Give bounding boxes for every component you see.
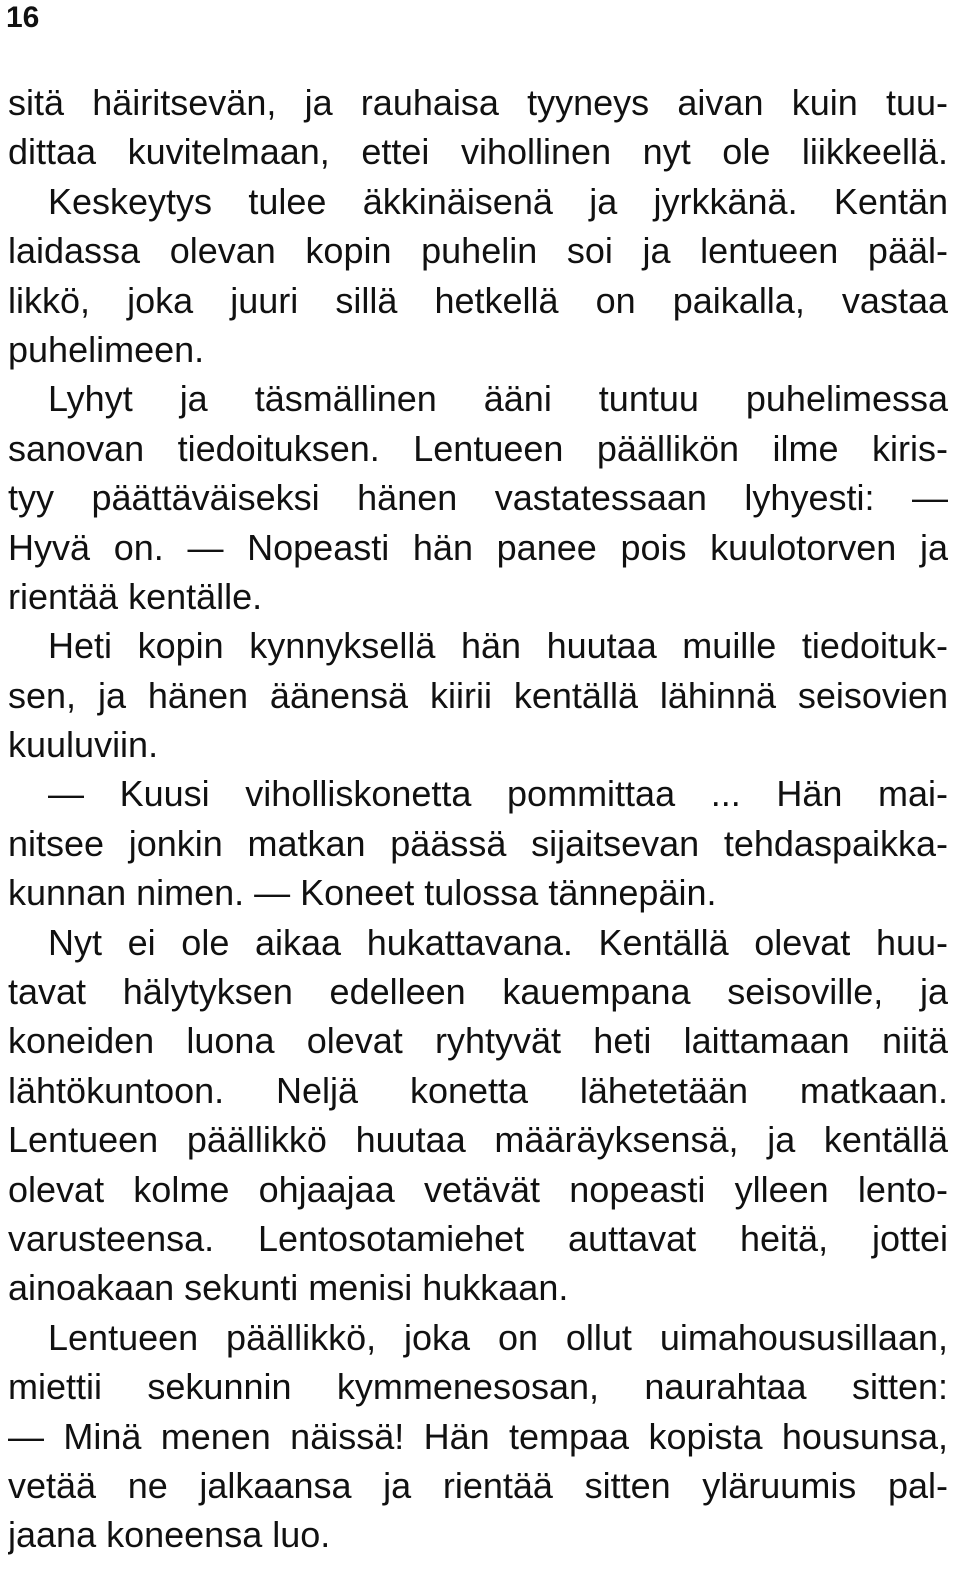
text-line: — Kuusi viholliskonetta pommittaa ... Hän mai- [48,773,948,815]
text-line: miettii sekunnin kymmenesosan, naurahtaa sitten: [8,1366,948,1408]
text-line: vetää ne jalkaansa ja rientää sitten yläruumis pal- [8,1464,948,1506]
text-line: jaana koneensa luo. [8,1514,331,1556]
text-line: Lyhyt ja täsmällinen ääni tuntuu puhelimessa [48,378,948,420]
page-number: 16 [6,1,40,34]
text-line: lähtökuntoon. Neljä konetta lähetetään matkaan. [8,1069,948,1111]
text-line: sitä häiritsevän, ja rauhaisa tyyneys aivan kuin tuu- [8,82,948,123]
text-line: Lentueen päällikkö huutaa määräyksensä, ja kentällä [8,1119,948,1161]
text-line: — Minä menen näissä! Hän tempaa kopista housunsa, [8,1415,948,1457]
text-line: dittaa kuvitelmaan, ettei vihollinen nyt ole liikkeellä. [8,131,948,173]
text-line: Heti kopin kynnyksellä hän huutaa muille tiedoituk- [48,625,948,667]
text-line: tyy päättäväiseksi hänen vastatessaan lyhyesti: — [8,477,948,519]
text-line: sanovan tiedoituksen. Lentueen päällikön ilme kiris- [8,427,948,469]
text-line: koneiden luona olevat ryhtyvät heti laittamaan niitä [8,1020,948,1062]
text-line: rientää kentälle. [8,575,263,617]
text-line: likkö, joka juuri sillä hetkellä on paikalla, vastaa [8,279,948,321]
text-line: puhelimeen. [8,328,205,370]
text-line: varusteensa. Lentosotamiehet auttavat heitä, jottei [8,1217,948,1259]
body-text [8,78,948,1560]
text-line: tavat hälytyksen edelleen kauempana seisoville, ja [8,971,948,1013]
text-line: Lentueen päällikkö, joka on ollut uimahoususillaan, [48,1316,948,1358]
text-line: olevat kolme ohjaajaa vetävät nopeasti ylleen lento- [8,1168,948,1210]
text-line: Hyvä on. — Nopeasti hän panee pois kuulotorven ja [8,526,948,568]
text-line: Nyt ei ole aikaa hukattavana. Kentällä olevat huu- [48,921,948,963]
text-line: kuuluviin. [8,724,159,766]
text-line: nitsee jonkin matkan päässä sijaitsevan tehdaspaikka- [8,822,948,864]
text-line: kunnan nimen. — Koneet tulossa tännepäin. [8,872,717,914]
text-line: ainoakaan sekunti menisi hukkaan. [8,1267,569,1309]
text-line: laidassa olevan kopin puhelin soi ja lentueen pääl- [8,230,948,272]
text-line: Keskeytys tulee äkkinäisenä ja jyrkkänä. Kentän [48,180,948,222]
text-line: sen, ja hänen äänensä kiirii kentällä lähinnä seisovien [8,674,948,716]
